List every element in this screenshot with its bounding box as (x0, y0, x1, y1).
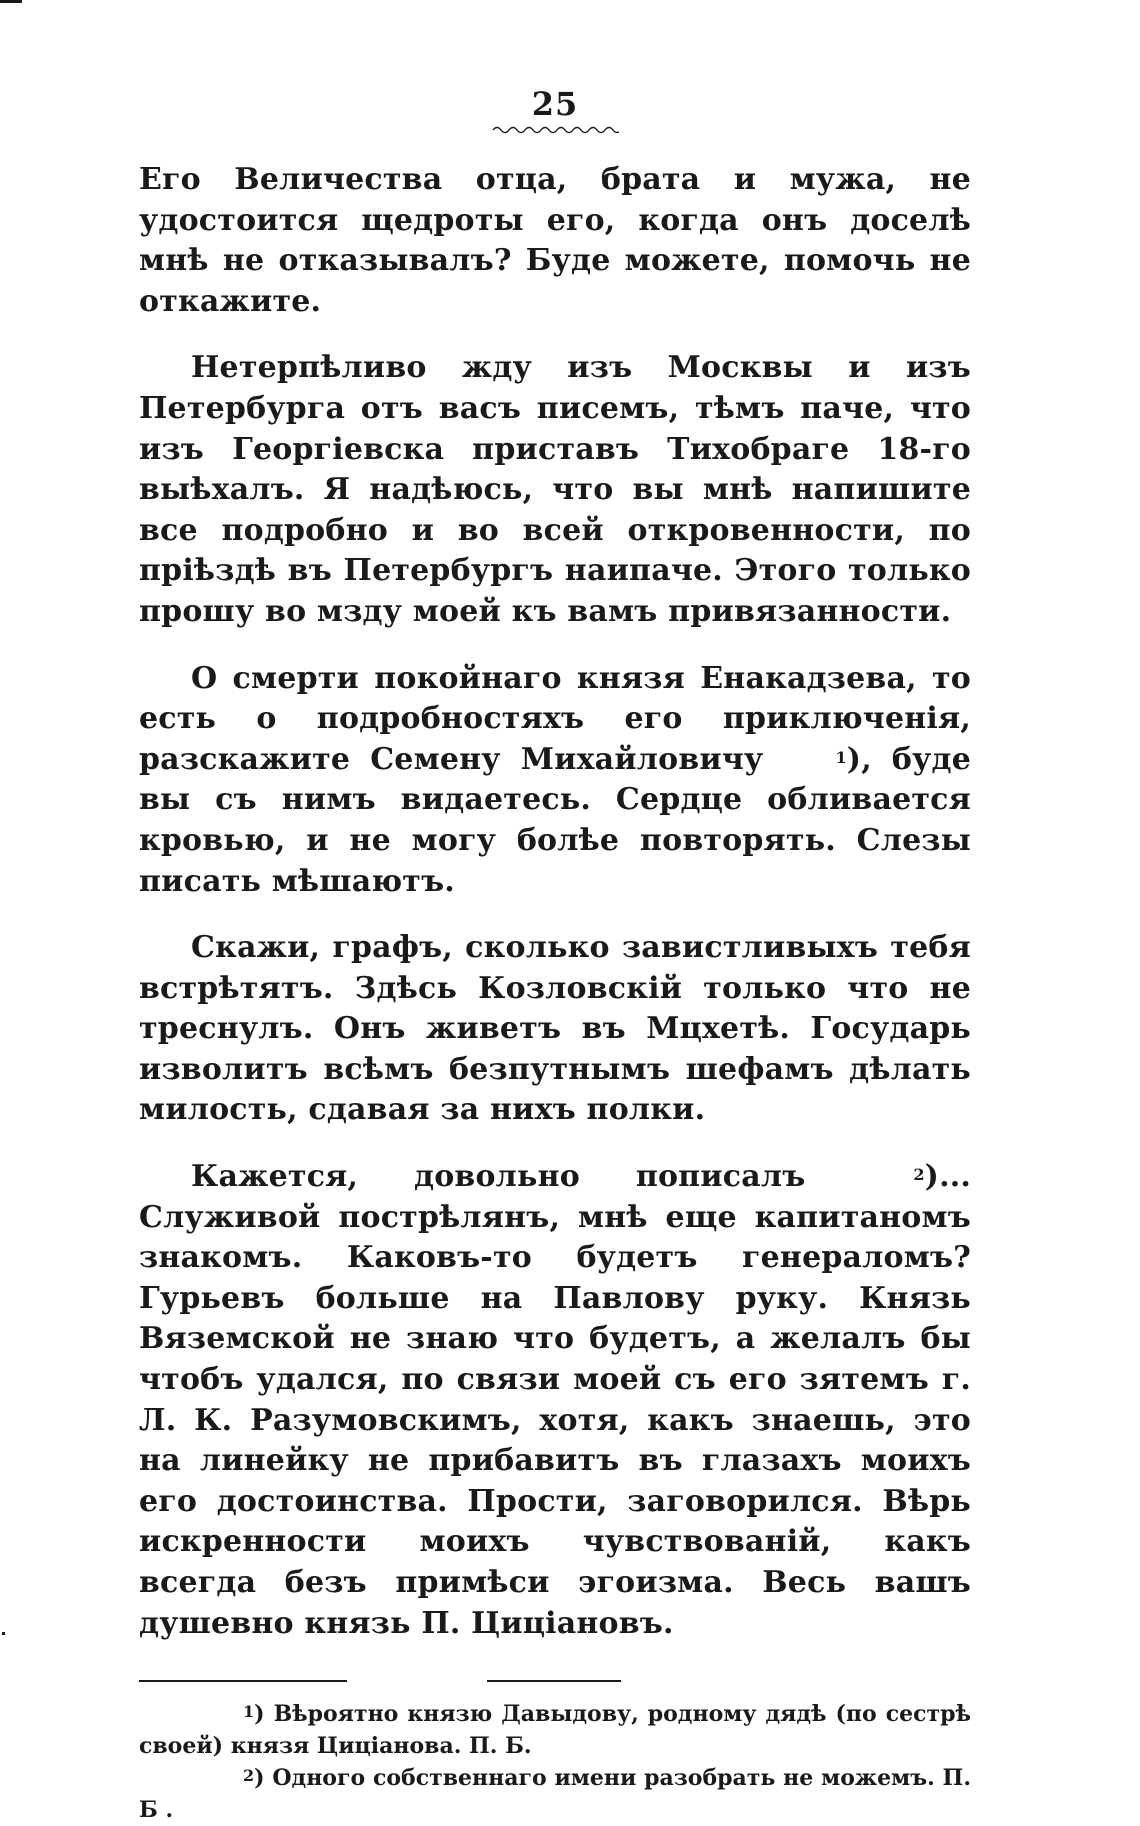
footnote-2-mark: 2 (243, 1766, 255, 1786)
paragraph-3 (139, 659, 971, 903)
footnote-2-text: ) Одного собственнаго имени разобрать не можемъ. П. Б . (139, 1765, 971, 1824)
paragraph-4: Скажи, графъ, сколько завистливыхъ тебя встрѣтятъ. Здѣсь Козловскій только что не треснулъ. Онъ живетъ въ Мцхетѣ. Государь изволитъ всѣмъ безпутнымъ шефамъ дѣлать милость, сдавая за нихъ полки. (139, 930, 971, 1128)
footnote-separator (139, 1672, 971, 1688)
scan-mark-corner (0, 0, 22, 3)
paragraph-5-text-a: Кажется, довольно пописалъ (191, 1159, 862, 1195)
paragraph-5 (139, 1157, 971, 1644)
scan-mark-dot (2, 1632, 5, 1635)
footnote-1 (139, 1698, 971, 1762)
footnotes (139, 1698, 971, 1826)
paragraph-2: Нетерпѣливо жду изъ Москвы и изъ Петербурга отъ васъ писемъ, тѣмъ паче, что изъ Георгіевска приставъ Тихобраге 18-го выѣхалъ. Я надѣюсь, что вы мнѣ напишите все подробно и во всей откровенности, по пріѣздѣ въ Петербургъ наипаче. Этого только прошу во мзду моей къ вамъ привязанности. (139, 350, 971, 629)
footnote-ref-1: 1 (835, 747, 847, 767)
wavy-rule-icon (491, 123, 619, 137)
book-page (139, 86, 971, 1826)
footnote-ref-2: 2 (913, 1165, 925, 1185)
paragraph-5-text-b: )... Служивой пострѣлянъ, мнѣ еще капитаномъ знакомъ. Каковъ-то будетъ генераломъ? Гурьевъ больше на Павлову руку. Князь Вяземской не знаю что будетъ, а желалъ бы чтобъ удался, по связи моей съ его зятемъ г. Л. К. Разумовскимъ, хотя, какъ знаешь, это на линейку не прибавитъ въ глазахъ моихъ его достоинства. Прости, заговорился. Вѣрь искренности моихъ чувствованій, какъ всегда безъ примѣси эгоизма. Весь вашъ душевно князь П. Циціановъ. (139, 1159, 971, 1641)
paragraph-3-text-b: ), буде вы съ нимъ видаетесь. Сердце обливается кровью, и не могу болѣе повторять. Слезы писать мѣшаютъ. (139, 741, 971, 899)
page-number: 25 (531, 85, 579, 123)
footnote-2 (139, 1762, 971, 1826)
footnote-1-text: ) Вѣроятно князю Давыдову, родному дядѣ (по сестрѣ своей) князя Циціанова. П. Б. (139, 1701, 971, 1760)
footnote-rule-left (139, 1680, 347, 1682)
wavy-ornament-icon (139, 122, 971, 142)
footnote-rule-right (487, 1680, 621, 1682)
body-text (139, 160, 971, 1644)
paragraph-1: Его Величества отца, брата и мужа, не удостоится щедроты его, когда онъ доселѣ мнѣ не отказывалъ? Буде можете, помочь не откажите. (139, 162, 971, 319)
footnote-1-mark: 1 (243, 1702, 255, 1722)
paragraph-3-text-a: О смерти покойнаго князя Енакадзева, то есть о подробностяхъ его приключенія, разскажите Семену Михайловичу (139, 660, 971, 777)
